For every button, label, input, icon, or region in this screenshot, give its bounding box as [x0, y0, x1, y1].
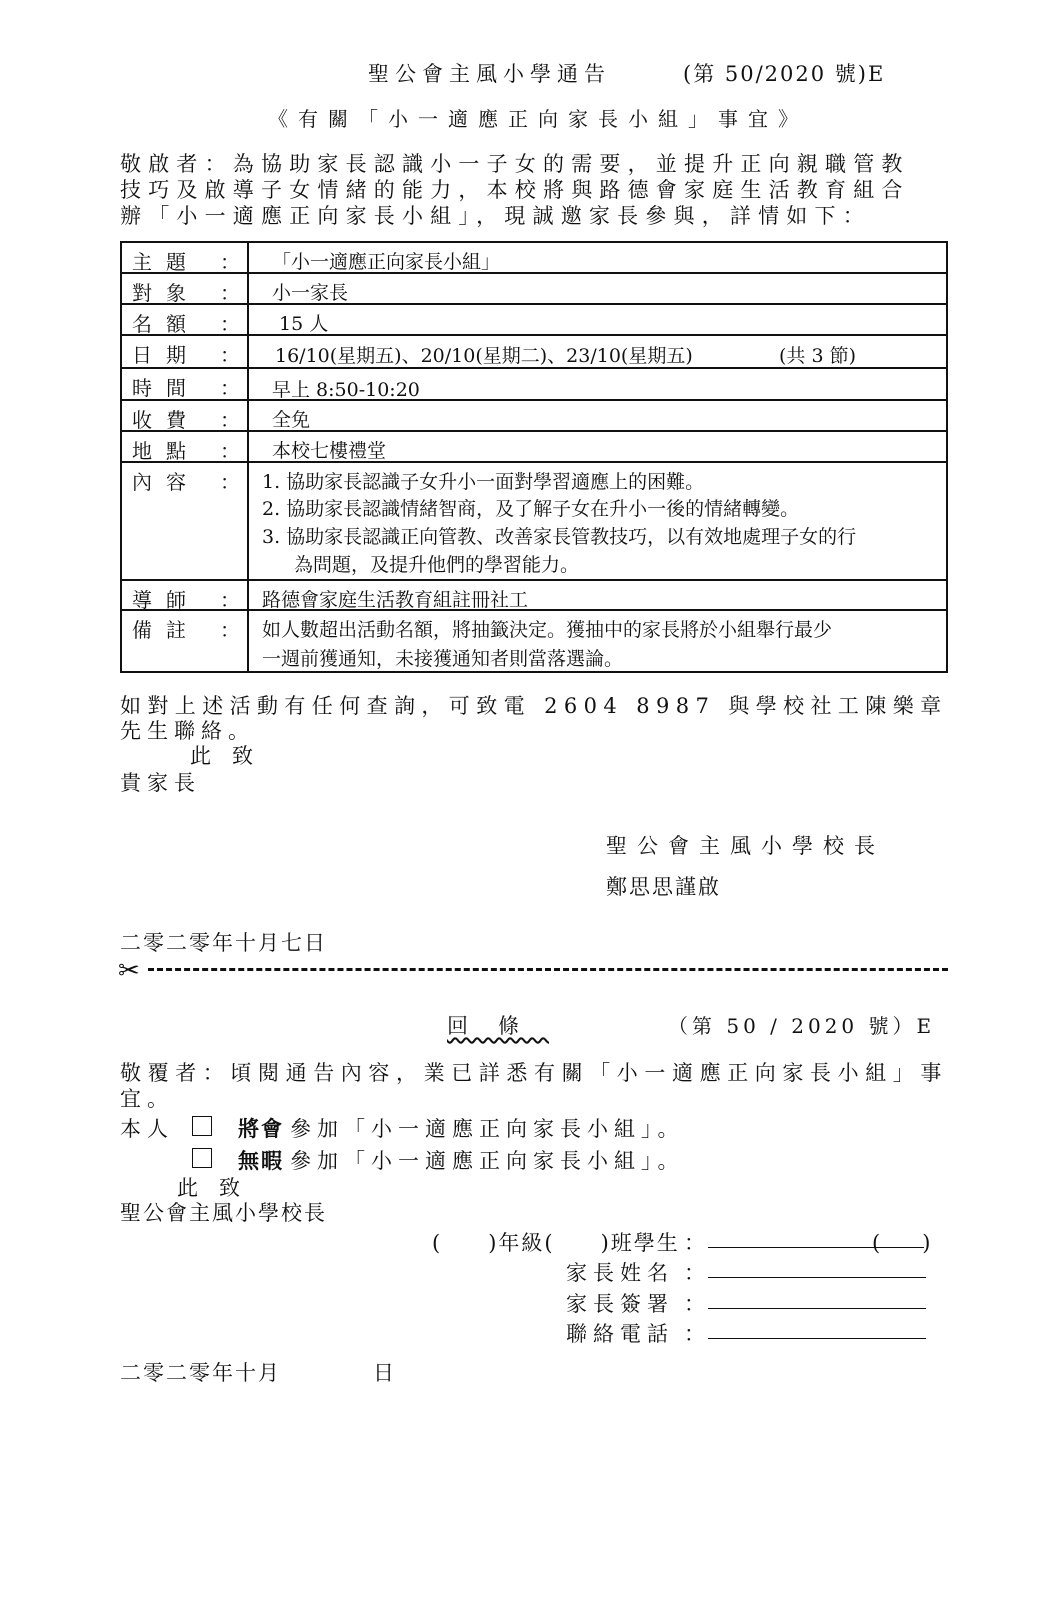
session-count: (共 3 節) [779, 345, 856, 367]
decline-checkbox[interactable] [192, 1148, 212, 1168]
colon-2: ： [684, 1261, 705, 1285]
enquiry-line-2: 先生聯絡。 [120, 719, 255, 743]
class-student-label: ( )年級( )班學生 [432, 1231, 680, 1255]
reply-line-2: 宜。 [120, 1087, 174, 1111]
row-label: 時間 ： [132, 376, 254, 400]
closing-ci-zhi: 此 致 [190, 744, 253, 768]
parent-signature-field[interactable] [708, 1308, 926, 1309]
row-label: 導師 ： [132, 588, 254, 612]
colon-1: ： [684, 1231, 705, 1255]
parent-name-field[interactable] [708, 1277, 926, 1278]
reply-line-1: 敬覆者：頃閱通告內容，業已詳悉有關「小一適應正向家長小組」事 [120, 1061, 948, 1085]
row-value: 早上 8:50-10:20 [272, 379, 420, 401]
row-label: 地點 ： [132, 439, 254, 463]
decline-option-text: 參加「小一適應正向家長小組」。 [290, 1149, 685, 1173]
parent-signature-label: 家長簽署 [566, 1292, 674, 1316]
content-item-1: 1. 協助家長認識子女升小一面對學習適應上的困難。 [262, 471, 705, 493]
content-item-2: 2. 協助家長認識情緒智商，及了解子女在升小一後的情緒轉變。 [262, 498, 800, 520]
phone-label: 聯絡電話 [566, 1322, 674, 1346]
row-label: 主題 ： [132, 250, 254, 274]
intro-line-2: 技巧及啟導子女情緒的能力，本校將與路德會家庭生活教育組合 [120, 178, 910, 202]
intro-line-3: 辦「小一適應正向家長小組」，現誠邀家長參與，詳情如下： [120, 204, 871, 228]
row-value: 15 人 [279, 313, 329, 335]
row-value: 小一家長 [272, 282, 349, 304]
row-label: 對象 ： [132, 281, 254, 305]
row-value: 16/10(星期五)、20/10(星期二)、23/10(星期五) [275, 345, 693, 367]
colon-4: ： [684, 1322, 705, 1346]
scissors-icon: ✂ [118, 956, 140, 986]
row-value: 全免 [272, 409, 311, 431]
reply-notice-number: （第 50 / 2020 號）E [668, 1014, 936, 1038]
enquiry-line-1: 如對上述活動有任何查詢，可致電 2604 8987 與學校社工陳樂章 [120, 694, 948, 718]
content-item-3: 3. 協助家長認識正向管教、改善家長管教技巧，以有效地處理子女的行 [262, 526, 857, 548]
student-number-blank: ( ) [872, 1231, 931, 1255]
table-row-time [122, 367, 946, 401]
row-value: 路德會家庭生活教育組註冊社工 [262, 589, 529, 611]
table-row-fee [122, 399, 946, 432]
row-label: 收費 ： [132, 408, 254, 432]
table-row-content [122, 461, 946, 581]
table-row-topic [122, 243, 946, 274]
table-row-venue [122, 430, 946, 463]
notice-number: (第 50/2020 號)E [683, 62, 886, 86]
table-row-tutor [122, 579, 946, 611]
notice-subject: 《有關「小一適應正向家長小組」事宜》 [268, 107, 808, 131]
row-value: 如人數超出活動名額，將抽籤決定。獲抽中的家長將於小組舉行最少 [262, 619, 833, 641]
reply-date: 二零二零年十月 日 [120, 1361, 396, 1385]
notice-title: 聖公會主風小學通告 [368, 62, 611, 86]
row-label: 內容 ： [132, 470, 254, 494]
attend-option-text: 參加「小一適應正向家長小組」。 [290, 1117, 685, 1141]
row-label: 日期 ： [132, 343, 254, 367]
details-table [120, 241, 948, 673]
table-row-remarks [122, 609, 946, 675]
attend-option-bold: 將會 [238, 1116, 284, 1141]
table-row-target [122, 272, 946, 305]
decline-option-bold: 無暇 [238, 1148, 284, 1173]
row-value-cont: 一週前獲通知，未接獲通知者則當落選論。 [262, 648, 624, 670]
notice-date: 二零二零年十月七日 [120, 931, 327, 955]
signature-name: 鄭思思謹啟 [606, 875, 721, 899]
phone-field[interactable] [708, 1338, 926, 1339]
colon-3: ： [684, 1292, 705, 1316]
intro-line-1: 敬啟者：為協助家長認識小一子女的需要，並提升正向親職管教 [120, 152, 910, 176]
reply-addressee: 聖公會主風小學校長 [120, 1201, 327, 1225]
reply-ci-zhi: 此 致 [177, 1176, 240, 1200]
parent-name-label: 家長姓名 [566, 1261, 674, 1285]
row-value: 本校七樓禮堂 [272, 440, 387, 462]
row-label: 備註 ： [132, 618, 254, 642]
table-row-date [122, 334, 946, 369]
attend-checkbox[interactable] [192, 1116, 212, 1136]
content-item-3-cont: 為問題，及提升他們的學習能力。 [294, 554, 580, 576]
table-row-quota [122, 303, 946, 336]
row-label: 名額 ： [132, 312, 254, 336]
signature-school: 聖公會主風小學校長 [606, 834, 885, 858]
cut-line [148, 968, 948, 971]
reply-self: 本人 [120, 1117, 174, 1141]
addressee: 貴家長 [120, 771, 201, 795]
reply-title: 回條 [447, 1014, 549, 1038]
row-value: 「小一適應正向家長小組」 [272, 251, 501, 273]
